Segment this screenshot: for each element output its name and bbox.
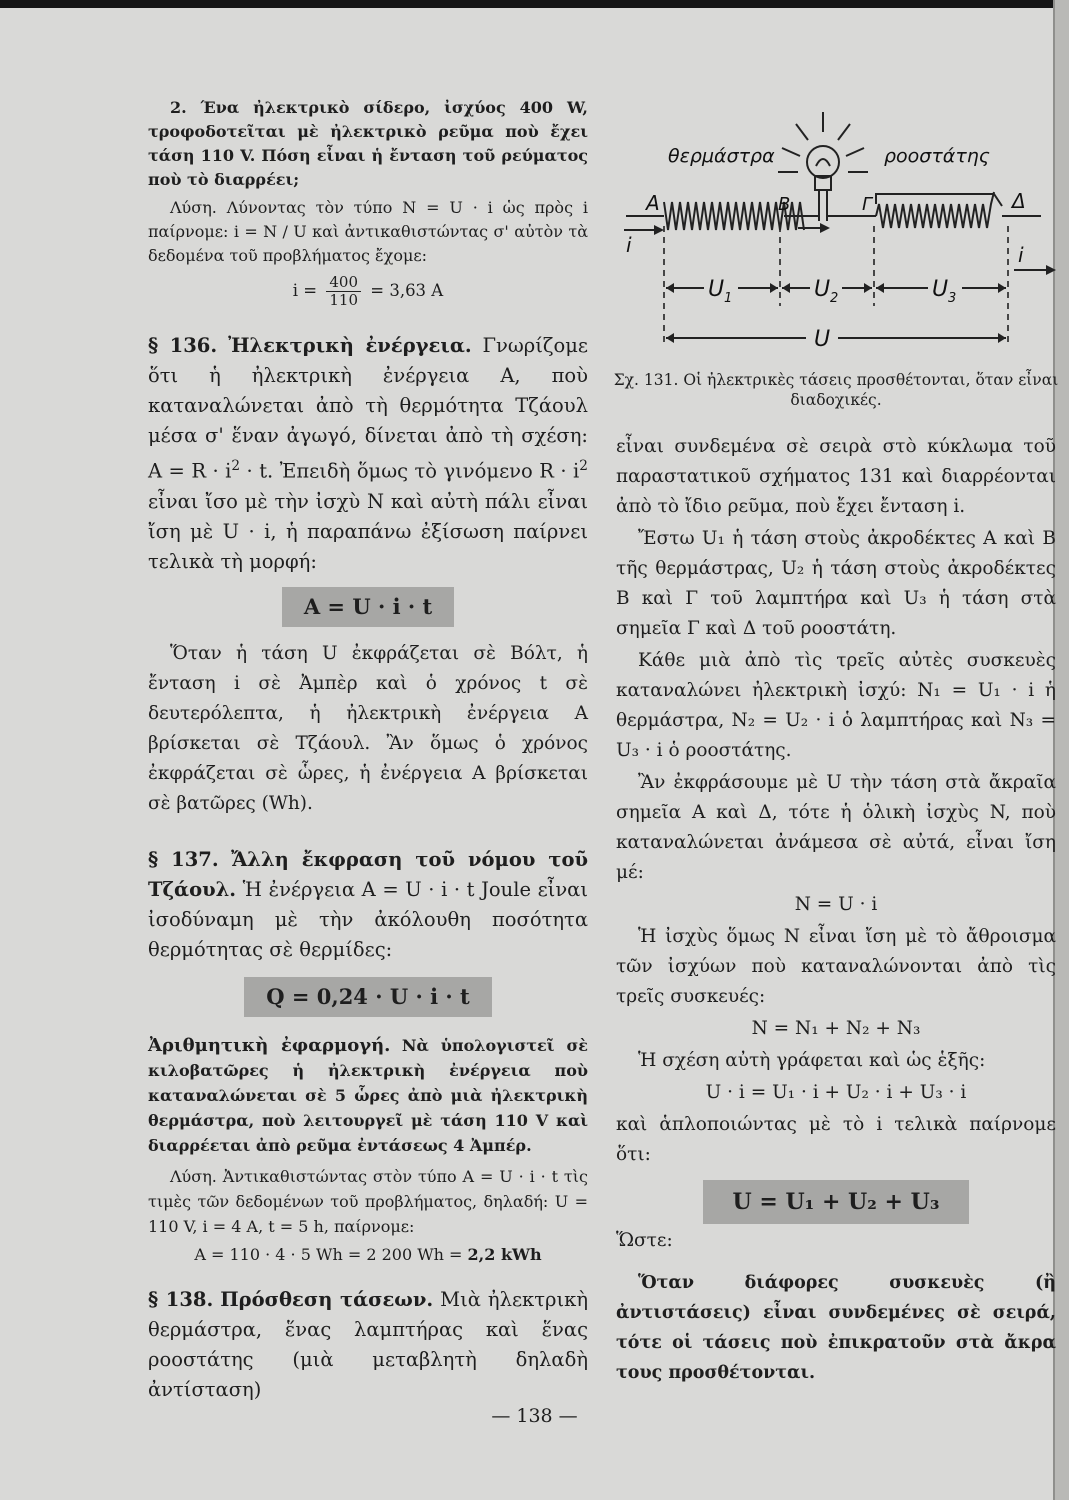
bulb-ray <box>796 124 808 140</box>
current-label: i <box>1018 243 1024 267</box>
right-column <box>616 432 1056 1388</box>
terminal-d: Δ <box>1012 189 1026 213</box>
current-label: i <box>626 233 632 257</box>
paragraph: εἶναι συνδεμένα σὲ σειρὰ στὸ κύκλωμα τοῦ παραστατικοῦ σχήματος 131 καὶ διαρρέονται ἀπὸ τὸ ἴδιο ρεῦμα, ποὺ ἔχει ἔνταση i. <box>616 436 1056 517</box>
section-text: Γνωρίζομε ὅτι ἡ ἠλεκτρικὴ ἐνέργεια A, ποὺ καταναλώνεται ἀπὸ τὴ θερμότητα Τζάουλ μέσα σ' ἕναν ἀγωγό, δίνεται ἀπὸ τὴ σχέση: A = R · i <box>148 334 588 483</box>
equation: N = U · i <box>794 894 878 915</box>
section-138 <box>148 1285 588 1405</box>
arrowhead <box>666 283 674 293</box>
fraction-numerator: 400 <box>326 274 361 292</box>
section-text: Μιὰ ἠλεκτρικὴ θερμάστρα, ἕνας λαμπτήρας καὶ ἕνας ροοστάτης (μιὰ μεταβλητὴ δηλαδὴ ἀντίσταση) <box>148 1287 589 1401</box>
series-circuit-figure <box>616 106 1056 374</box>
label-heater: θερμάστρα <box>668 145 775 167</box>
problem-2: 2. Ένα ἠλεκτρικὸ σίδερο, ἰσχύος 400 W, τροφοδοτεῖται μὲ ἠλεκτρικὸ ρεῦμα ποὺ ἔχει τάση 110 V. Πόση εἶναι ἡ ἔνταση τοῦ ρεύματος ποὺ τὸ διαρρέει; <box>148 98 588 189</box>
equation-current <box>148 274 588 309</box>
fraction-denominator: 110 <box>329 291 358 309</box>
bulb-ray <box>846 148 864 156</box>
figure-caption: Σχ. 131. Οἱ ἠλεκτρικὲς τάσεις προσθέτονται, ὅταν εἶναι διαδοχικές. <box>613 371 1059 409</box>
terminal-g: Γ <box>862 194 873 215</box>
result-value: 2,2 kWh <box>467 1244 542 1264</box>
scan-top-edge <box>0 0 1069 8</box>
superscript: 2 <box>579 458 588 474</box>
formula-energy <box>148 587 588 627</box>
paragraph: Ἡ σχέση αὐτὴ γράφεται καὶ ὡς ἑξῆς: <box>638 1050 986 1071</box>
formula-sum <box>616 1180 1056 1224</box>
equation: U · i = U₁ · i + U₂ · i + U₃ · i <box>705 1082 967 1103</box>
superscript: 2 <box>231 458 241 474</box>
application-text: Νὰ ὑπολογιστεῖ σὲ κιλοβατῶρες ἡ ἠλεκτρικὴ ἐνέργεια ποὺ καταναλώνεται σὲ 5 ὧρες ἀπὸ μιὰ ἠλεκτρικὴ θερμάστρα, ποὺ λειτουργεῖ μὲ τάση 110 V καὶ διαρρέεται ἀπὸ ρεῦμα ἐντάσεως 4 Ἀμπέρ. <box>148 1035 588 1155</box>
paragraph: Ἔστω U₁ ἡ τάση στοὺς ἀκροδέκτες A καὶ B τῆς θερμάστρας, U₂ ἡ τάση στοὺς ἀκροδέκτες B καὶ Γ τοῦ λαμπτήρα καὶ U₃ ἡ τάση στὰ σημεῖα Γ καὶ Δ τοῦ ροοστάτη. <box>616 528 1056 639</box>
problem-2-solution <box>148 196 588 268</box>
u2-label: U <box>814 277 831 302</box>
solution-text: Ἀντικαθιστώντας στὸν τύπο A = U · i · t τὶς τιμὲς τῶν δεδομένων τοῦ προβλήματος, δηλαδή: U = 110 V, i = 4 A, t = 5 h, παίρνομε: <box>148 1166 588 1236</box>
equation: N = N₁ + N₂ + N₃ <box>751 1018 921 1039</box>
terminal-a: A <box>646 191 660 215</box>
solution-label: Λύση. <box>170 1166 217 1186</box>
page-number: — 138 — <box>491 1405 578 1427</box>
arrowhead <box>998 333 1006 343</box>
application-solution <box>148 1164 588 1239</box>
paragraph: Ἂν ἐκφράσουμε μὲ U τὴν τάση στὰ ἄκραῖα σημεῖα A καὶ Δ, τότε ἡ ὁλικὴ ἰσχὺς N, ποὺ καταναλώνεται ἀνάμεσα σὲ αὐτά, εἶναι ἴση μέ: <box>616 772 1056 883</box>
section-136 <box>148 331 588 577</box>
section-number: § 137. <box>148 847 219 871</box>
section-137 <box>148 845 588 965</box>
fraction <box>326 274 361 309</box>
section-number: § 138. <box>148 1287 214 1311</box>
arrowhead <box>770 283 778 293</box>
section-text: εἶναι ἴσο μὲ τὴν ἰσχὺ N καὶ αὐτὴ πάλι εἶναι ἴση μὲ U · i, ἡ παραπάνω ἐξίσωση παίρνει τελικὰ τὴ μορφή: <box>148 489 588 573</box>
arrowhead <box>820 223 830 233</box>
arrowhead <box>654 225 664 235</box>
left-column <box>148 96 588 1405</box>
solution-text: Λύνοντας τὸν τύπο N = U · i ὡς πρὸς i παίρνομε: i = N / U καὶ ἀντικαθιστώντας σ' αὐτὸν τὰ δεδομένα τοῦ προβλήματος ἔχομε: <box>148 198 589 265</box>
units-paragraph: Ὅταν ἡ τάση U ἐκφράζεται σὲ Βόλτ, ἡ ἔνταση i σὲ Ἀμπὲρ καὶ ὁ χρόνος t σὲ δευτερόλεπτα, ἡ ἠλεκτρικὴ ἐνέργεια A βρίσκεται σὲ Τζάουλ. Ἂν ὅμως ὁ χρόνος ἐκφράζεται σὲ ὧρες, ἡ ἐνέργεια A βρίσκεται σὲ βατῶρες (Wh). <box>148 642 588 814</box>
paragraph: Ὥστε: <box>616 1230 673 1251</box>
section-number: § 136. <box>148 334 218 357</box>
u1-label: U <box>708 277 725 302</box>
eq-lhs: i = <box>292 281 318 300</box>
arrowhead <box>864 283 872 293</box>
arrowhead <box>782 283 790 293</box>
eq-rhs: = 3,63 A <box>370 281 444 300</box>
u3-label: U <box>932 277 949 302</box>
formula-heat <box>148 977 588 1017</box>
application-title: Ἀριθμητικὴ ἐφαρμογή. <box>148 1034 391 1056</box>
u2-subscript: 2 <box>830 291 839 306</box>
numerical-application <box>148 1033 588 1158</box>
solution-label: Λύση. <box>170 198 217 217</box>
u-total-label: U <box>814 327 831 352</box>
section-text: Ἡ ἐνέργεια A = U · i · t Joule εἶναι ἰσοδύναμη μὲ τὴν ἀκόλουθη ποσότητα θερμότητας σὲ θερμίδες: <box>148 877 588 961</box>
formula-box: Q = 0,24 · U · i · t <box>244 977 491 1017</box>
application-result <box>148 1243 588 1267</box>
result-expression: A = 110 · 4 · 5 Wh = 2 200 Wh = <box>194 1244 468 1264</box>
section-text: · t. Ἐπειδὴ ὅμως τὸ γινόμενο R · i <box>240 459 580 483</box>
conclusion: Ὅταν διάφορες συσκευὲς (ἢ ἀντιστάσεις) εἶναι συνδεμένες σὲ σειρά, τότε οἱ τάσεις ποὺ ἐπικρατοῦν στὰ ἄκρα τους προσθέτονται. <box>616 1273 1056 1383</box>
terminal-b: B <box>778 194 791 215</box>
lamp-bulb <box>807 146 839 178</box>
u1-subscript: 1 <box>724 291 733 306</box>
arrowhead <box>666 333 674 343</box>
rheostat-coil <box>876 192 994 228</box>
paragraph: καὶ ἁπλοποιώντας μὲ τὸ i τελικὰ παίρνομε ὅτι: <box>616 1114 1056 1165</box>
formula-box: U = U₁ + U₂ + U₃ <box>703 1180 970 1224</box>
section-title: Ἄλλη ἔκφραση τοῦ νόμου τοῦ Τζάουλ. <box>148 847 588 901</box>
arrowhead <box>998 283 1006 293</box>
bulb-ray <box>838 124 850 140</box>
label-rheostat: ροοστάτης <box>884 145 990 167</box>
lamp-filament <box>816 159 830 166</box>
section-title: Πρόσθεση τάσεων. <box>220 1287 434 1311</box>
arrowhead <box>876 283 884 293</box>
paragraph: Ἡ ἰσχὺς ὅμως N εἶναι ἴση μὲ τὸ ἄθροισμα τῶν ἰσχύων ποὺ καταναλώνονται ἀπὸ τὶς τρεῖς συσκευές: <box>616 926 1056 1007</box>
paragraph: Κάθε μιὰ ἀπὸ τὶς τρεῖς αὐτὲς συσκευὲς καταναλώνει ἠλεκτρικὴ ἰσχύ: N₁ = U₁ · i ἡ θερμάστρα, N₂ = U₂ · i ὁ λαμπτήρας καὶ N₃ = U₃ · i ὁ ροοστάτης. <box>616 650 1056 761</box>
section-title: Ἠλεκτρικὴ ἐνέργεια. <box>228 334 472 357</box>
u3-subscript: 3 <box>948 291 957 306</box>
bulb-ray <box>782 148 800 156</box>
arrowhead <box>1046 265 1056 275</box>
formula-box: A = U · i · t <box>282 587 454 627</box>
